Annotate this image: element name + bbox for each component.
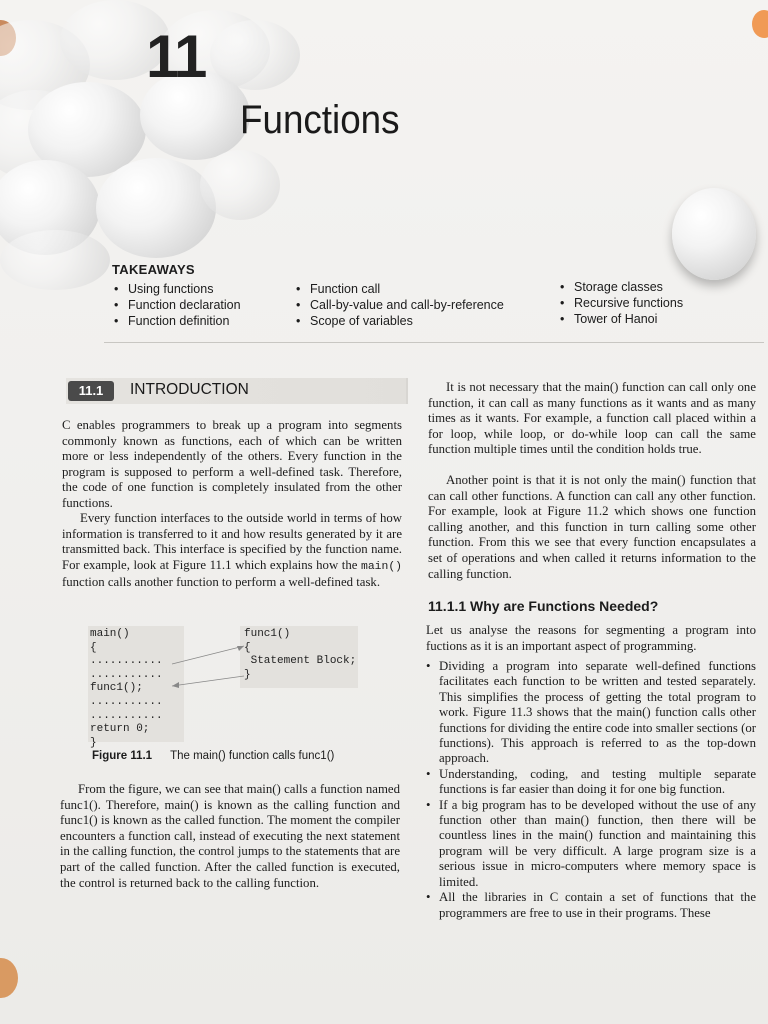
paragraph: C enables programmers to break up a program into segments commonly known as functions, each of which can be written more or less independently of the others. Every function in the program is supposed to perform a well-defined task. Therefore, the code of one function is completely insulated from the other functions. — [62, 418, 402, 510]
figure-caption-text: The main() function calls func1() — [170, 750, 335, 762]
finger — [0, 958, 18, 998]
paragraph: Let us analyse the reasons for segmenting a program into fuctions as it is an important aspect of programming. — [426, 623, 756, 653]
call-arrows — [170, 640, 250, 690]
reasons-list — [426, 659, 756, 921]
paragraph: Another point is that it is not only the main() function that can call other functions. A function can call any other function. For example, look at Figure 11.2 which shows one function calling another, and this function in turn calling some other function. From this we see that every function encapsulates a set of operations and when called it returns information to the calling function. — [428, 473, 756, 581]
takeaway-item: • Function definition — [112, 313, 241, 329]
list-item: • Understanding, coding, and testing multiple separate functions is far easier than doing it for one big function. — [426, 767, 756, 798]
takeaway-item: • Storage classes — [558, 279, 683, 295]
list-item: • All the libraries in C contain a set of functions that the programmers are free to use in their programs. These — [426, 890, 756, 921]
takeaways-list — [112, 281, 241, 329]
code-func1: func1() { Statement Block; } — [240, 626, 358, 688]
takeaway-item: • Function call — [294, 281, 504, 297]
takeaways-box — [104, 254, 764, 343]
list-item: • If a big program has to be developed without the use of any function other than main() function, then there will be countless lines in the main() function and maintaining this program will be very difficult. A large program size is a serious issue in micro-computers where memory space is limited. — [426, 798, 756, 890]
section-number: 11.1 — [68, 381, 114, 401]
code-main-function: main() { ........... ........... func1(); ........... ........... return 0; } — [88, 626, 184, 742]
figure-caption — [92, 750, 334, 762]
takeaway-item: • Function declaration — [112, 297, 241, 313]
section-heading — [66, 378, 408, 404]
paragraph: Every function interfaces to the outside world in terms of how information is transferred to it and how results generated by it are transmitted back. This interface is specified by the function name. For example, look at Figure 11.1 which explains how the main() function calls another function to perform a well-defined task. — [62, 511, 402, 590]
figure-label: Figure 11.1 — [92, 750, 153, 762]
subsection-title: 11.1.1 Why are Functions Needed? — [428, 598, 659, 614]
takeaway-item: • Call-by-value and call-by-reference — [294, 297, 504, 313]
takeaway-item: • Recursive functions — [558, 295, 683, 311]
paragraph: It is not necessary that the main() function can call only one function, it can call as many functions as it wants and as many times as it wants. For example, a function call placed within a for loop, while loop, or do-while loop can call the same function multiple times until the condition holds true. — [428, 380, 756, 457]
chapter-title: Functions — [240, 98, 400, 142]
takeaways-title: TAKEAWAYS — [112, 262, 195, 277]
takeaway-item: • Using functions — [112, 281, 241, 297]
list-item: • Dividing a program into separate well-defined functions facilitates each function to be written and tested separately. This simplifies the process of getting the total program to work. Figure 11.3 shows that the main() function calls other functions for dividing the entire code into smaller sections (or functions). This approach is referred to as the top-down approach. — [426, 659, 756, 767]
takeaway-item: • Scope of variables — [294, 313, 504, 329]
takeaway-item: • Tower of Hanoi — [558, 311, 683, 327]
takeaways-list — [558, 279, 683, 327]
takeaways-list — [294, 281, 504, 329]
page-corner — [752, 10, 768, 38]
paragraph: From the figure, we can see that main() calls a function named func1(). Therefore, main() is known as the calling function and func1() is known as the called function. The moment the compiler encounters a function call, instead of executing the next statement in the calling function, the control jumps to the statements that are part of the called function. After the called function is executed, the control is returned back to the calling function. — [60, 782, 400, 890]
chapter-number: 11 — [146, 23, 206, 90]
section-title: INTRODUCTION — [130, 381, 249, 398]
